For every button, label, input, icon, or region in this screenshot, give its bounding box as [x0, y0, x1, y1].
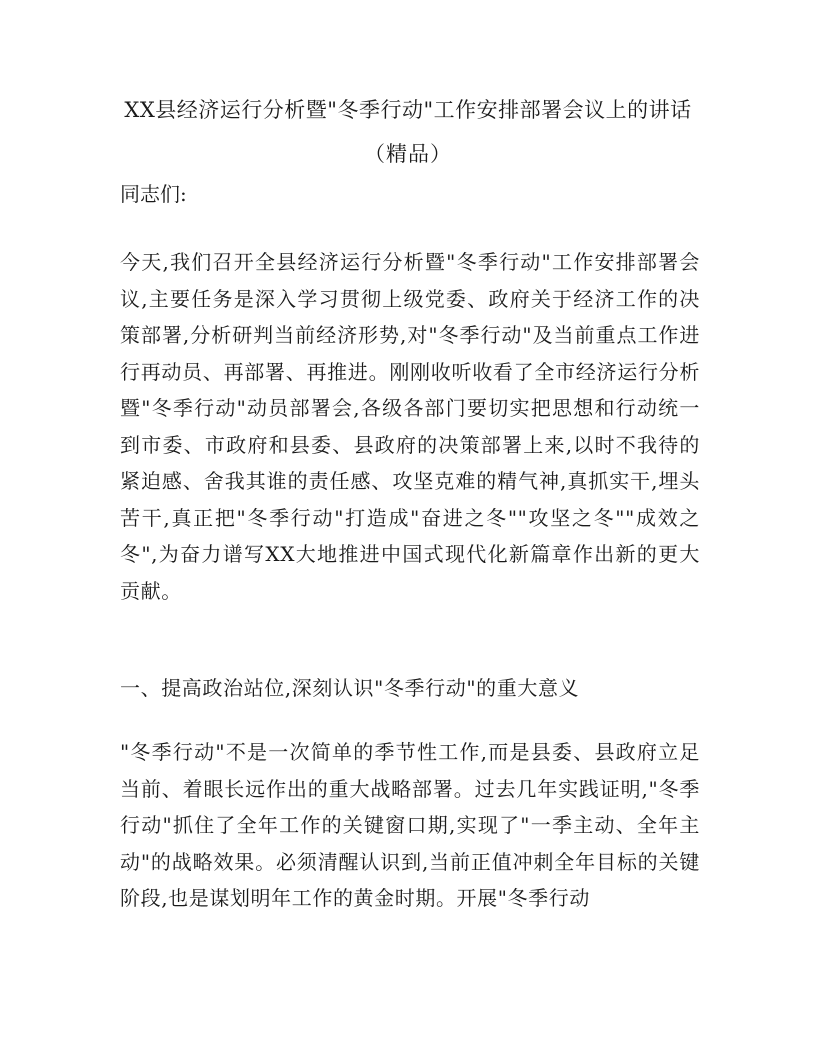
- document-title: XX县经济运行分析暨"冬季行动"工作安排部署会议上的讲话: [124, 98, 692, 122]
- salutation: 同志们:: [120, 182, 187, 206]
- section-paragraph: "冬季行动"不是一次简单的季节性工作,而是县委、县政府立足当前、着眼长远作出的重大战略部署。过去几年实践证明,"冬季行动"抓住了全年工作的关键窗口期,实现了"一季主动、全年主动"的战略效果。必须清醒认识到,当前正值冲刺全年目标的关键阶段,也是谋划明年工作的黄金时期。开展"冬季行动: [120, 740, 700, 910]
- intro-paragraph: 今天,我们召开全县经济运行分析暨"冬季行动"工作安排部署会议,主要任务是深入学习贯彻上级党委、政府关于经济工作的决策部署,分析研判当前经济形势,对"冬季行动"及当前重点工作进行再动员、再部署、再推进。刚刚收听收看了全市经济运行分析暨"冬季行动"动员部署会,各级各部门要切实把思想和行动统一到市委、市政府和县委、县政府的决策部署上来,以时不我待的紧迫感、舍我其谁的责任感、攻坚克难的精气神,真抓实干,埋头苦干,真正把"冬季行动"打造成"奋进之冬""攻坚之冬""成效之冬",为奋力谱写XX大地推进中国式现代化新篇章作出新的更大贡献。: [120, 250, 700, 603]
- document-subtitle: （精品）: [364, 142, 452, 166]
- section-heading: 一、提高政治站位,深刻认识"冬季行动"的重大意义: [120, 676, 580, 700]
